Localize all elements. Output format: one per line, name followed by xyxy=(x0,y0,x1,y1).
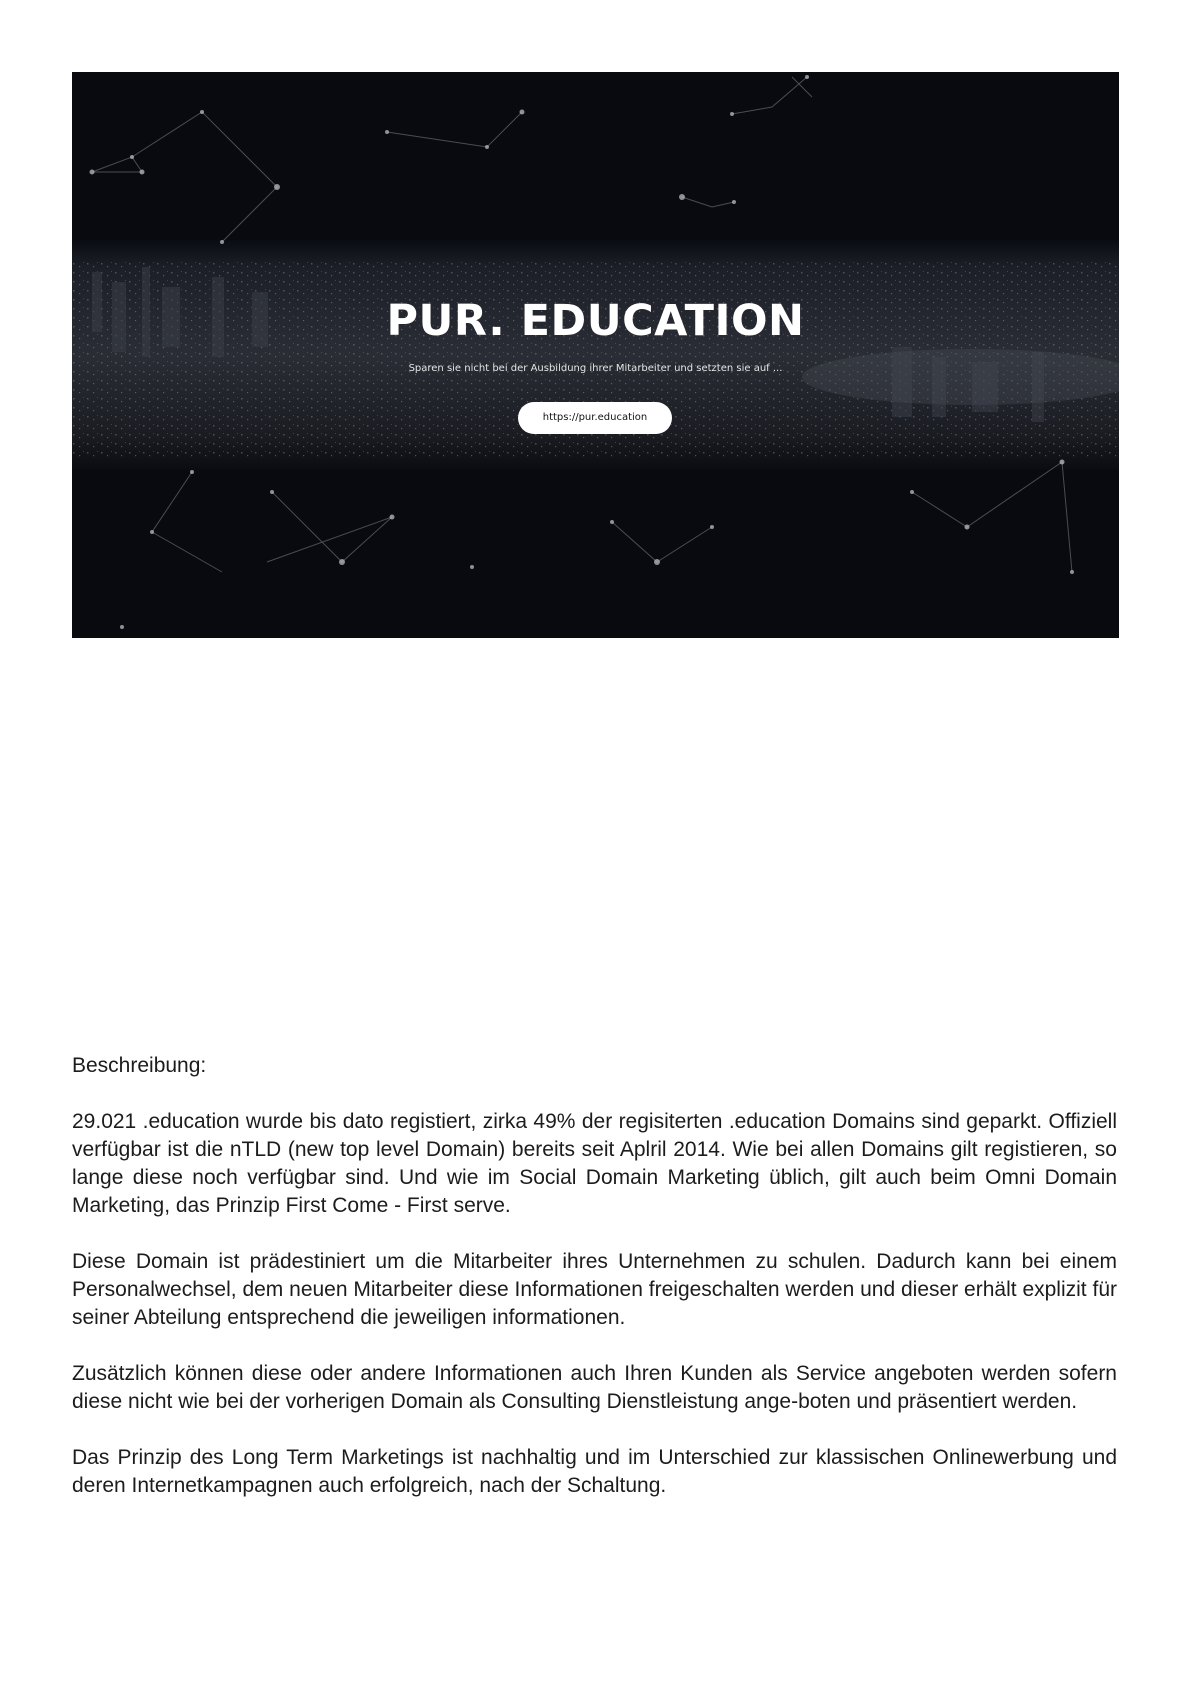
description-paragraph-3: Zusätzlich können diese oder andere Informationen auch Ihren Kunden als Service angeboten werden sofern diese nicht wie bei der vorherigen Domain als Consulting Dienstleistung ange-boten und präsentiert werden. xyxy=(72,1362,1117,1413)
banner-title: PUR. EDUCATION xyxy=(386,296,805,346)
description-heading: Beschreibung: xyxy=(72,1054,207,1077)
description-paragraph-4: Das Prinzip des Long Term Marketings ist nachhaltig und im Unterschied zur klassischen Onlinewerbung und deren Internetkampagnen auch erfolgreich, nach der Schaltung. xyxy=(72,1446,1117,1497)
city-network-background xyxy=(72,72,1119,638)
description-paragraph-1: 29.021 .education wurde bis dato registiert, zirka 49% der regisiterten .education Domains sind geparkt. Offiziell verfügbar ist die nTLD (new top level Domain) bereits seit Aplril 2014. Wie bei allen Domains gilt registieren, so lange diese noch verfügbar sind. Und wie im Social Domain Marketing üblich, gilt auch beim Omni Domain Marketing, das Prinzip First Come - First serve. xyxy=(72,1110,1117,1217)
banner-subtitle: Sparen sie nicht bei der Ausbildung ihrer Mitarbeiter und setzten sie auf ... xyxy=(408,363,783,374)
hero-banner-image xyxy=(72,72,1119,638)
description-section xyxy=(72,1052,1117,1528)
banner-url-button[interactable]: https://pur.education xyxy=(518,402,672,434)
description-paragraph-2: Diese Domain ist prädestiniert um die Mitarbeiter ihres Unternehmen zu schulen. Dadurch kann bei einem Personalwechsel, dem neuen Mitarbeiter diese Informationen freigeschalten werden und dieser erhält explizit für seiner Abteilung entsprechend die jeweiligen informationen. xyxy=(72,1250,1117,1329)
